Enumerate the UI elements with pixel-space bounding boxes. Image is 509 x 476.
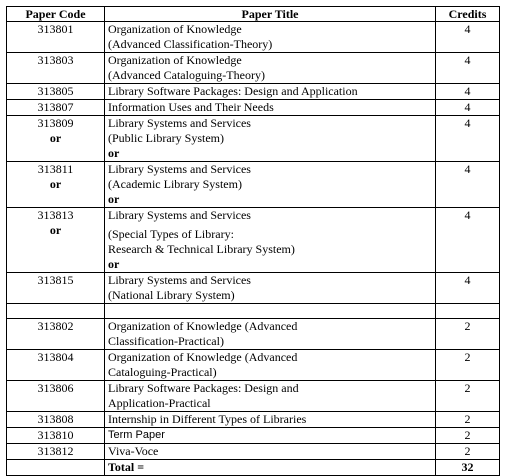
credits-cell: 2 [436,381,500,412]
paper-title [105,319,436,350]
course-table [6,6,500,476]
credits-cell: 4 [436,53,500,84]
title-line: Classification-Practical) [108,334,224,348]
paper-title: Library Software Packages: Design and Application [105,84,436,100]
paper-title: Term Paper [105,428,436,444]
paper-code: 313815 [7,273,105,304]
table-row [7,381,500,412]
paper-code: 313806 [7,381,105,412]
paper-code: 313808 [7,412,105,428]
empty-cell [436,304,500,319]
paper-title [105,350,436,381]
table-row [7,100,500,116]
title-line: Library Software Packages: Design and [108,381,299,395]
table-row [7,319,500,350]
paper-code: 313802 [7,319,105,350]
paper-code: 313809 [37,116,74,130]
paper-title [105,381,436,412]
title-line: Library Systems and Services [108,208,251,222]
credits-cell: 2 [436,412,500,428]
table-row [7,208,500,273]
title-line: Organization of Knowledge [108,53,242,67]
table-row [7,116,500,162]
credits-cell: 4 [436,100,500,116]
table-row [7,84,500,100]
credits-cell: 2 [436,444,500,460]
credits-cell: 4 [436,162,500,208]
paper-title [105,22,436,53]
title-line: Library Systems and Services [108,116,251,130]
title-line: Library Systems and Services [108,273,251,287]
title-line: Library Systems and Services [108,162,251,176]
paper-title: Viva-Voce [105,444,436,460]
credits-cell: 2 [436,428,500,444]
title-line: Organization of Knowledge [108,22,242,36]
paper-title [105,53,436,84]
paper-code-cell [7,208,105,273]
paper-title [105,116,436,162]
paper-title [105,208,436,273]
or-label: or [49,177,62,191]
paper-code-cell [7,116,105,162]
title-line: (Public Library System) [108,131,224,145]
total-row [7,460,500,476]
credits-cell: 4 [436,273,500,304]
title-line: Organization of Knowledge (Advanced [108,350,298,364]
title-line: (Advanced Cataloguing-Theory) [108,68,265,82]
paper-title: Information Uses and Their Needs [105,100,436,116]
table-row [7,350,500,381]
paper-code: 313807 [7,100,105,116]
title-line: (Academic Library System) [108,177,242,191]
paper-code: 313810 [7,428,105,444]
or-label: or [108,192,120,206]
paper-code: 313805 [7,84,105,100]
course-table-container [6,6,500,476]
paper-code: 313811 [37,162,74,176]
title-line: (National Library System) [108,288,235,302]
credits-cell: 2 [436,319,500,350]
header-paper-title: Paper Title [105,7,436,22]
credits-cell: 4 [436,22,500,53]
credits-cell: 4 [436,116,500,162]
header-paper-code: Paper Code [7,7,105,22]
header-credits: Credits [436,7,500,22]
table-row [7,273,500,304]
table-row [7,412,500,428]
header-row [7,7,500,22]
title-line: (Special Types of Library: [108,227,234,241]
empty-cell [7,460,105,476]
empty-cell [7,304,105,319]
or-label: or [108,146,120,160]
total-credits: 32 [436,460,500,476]
title-line: (Advanced Classification-Theory) [108,37,273,51]
credits-cell: 4 [436,84,500,100]
title-line: Application-Practical [108,396,211,410]
paper-title: Internship in Different Types of Libraries [105,412,436,428]
paper-code: 313803 [7,53,105,84]
or-label: or [108,257,120,271]
paper-code-cell [7,162,105,208]
total-label: Total = [105,460,436,476]
title-line: Research & Technical Library System) [108,242,295,256]
paper-title [105,273,436,304]
paper-code: 313804 [7,350,105,381]
paper-code: 313801 [7,22,105,53]
table-row [7,22,500,53]
or-label: or [49,223,62,237]
title-line: Cataloguing-Practical) [108,365,217,379]
paper-title [105,162,436,208]
credits-cell: 4 [436,208,500,273]
table-row [7,162,500,208]
paper-code: 313812 [7,444,105,460]
or-label: or [49,131,62,145]
empty-cell [105,304,436,319]
table-row [7,444,500,460]
table-row [7,428,500,444]
credits-cell: 2 [436,350,500,381]
table-row [7,53,500,84]
title-line: Organization of Knowledge (Advanced [108,319,298,333]
blank-row [7,304,500,319]
paper-code: 313813 [37,208,74,222]
